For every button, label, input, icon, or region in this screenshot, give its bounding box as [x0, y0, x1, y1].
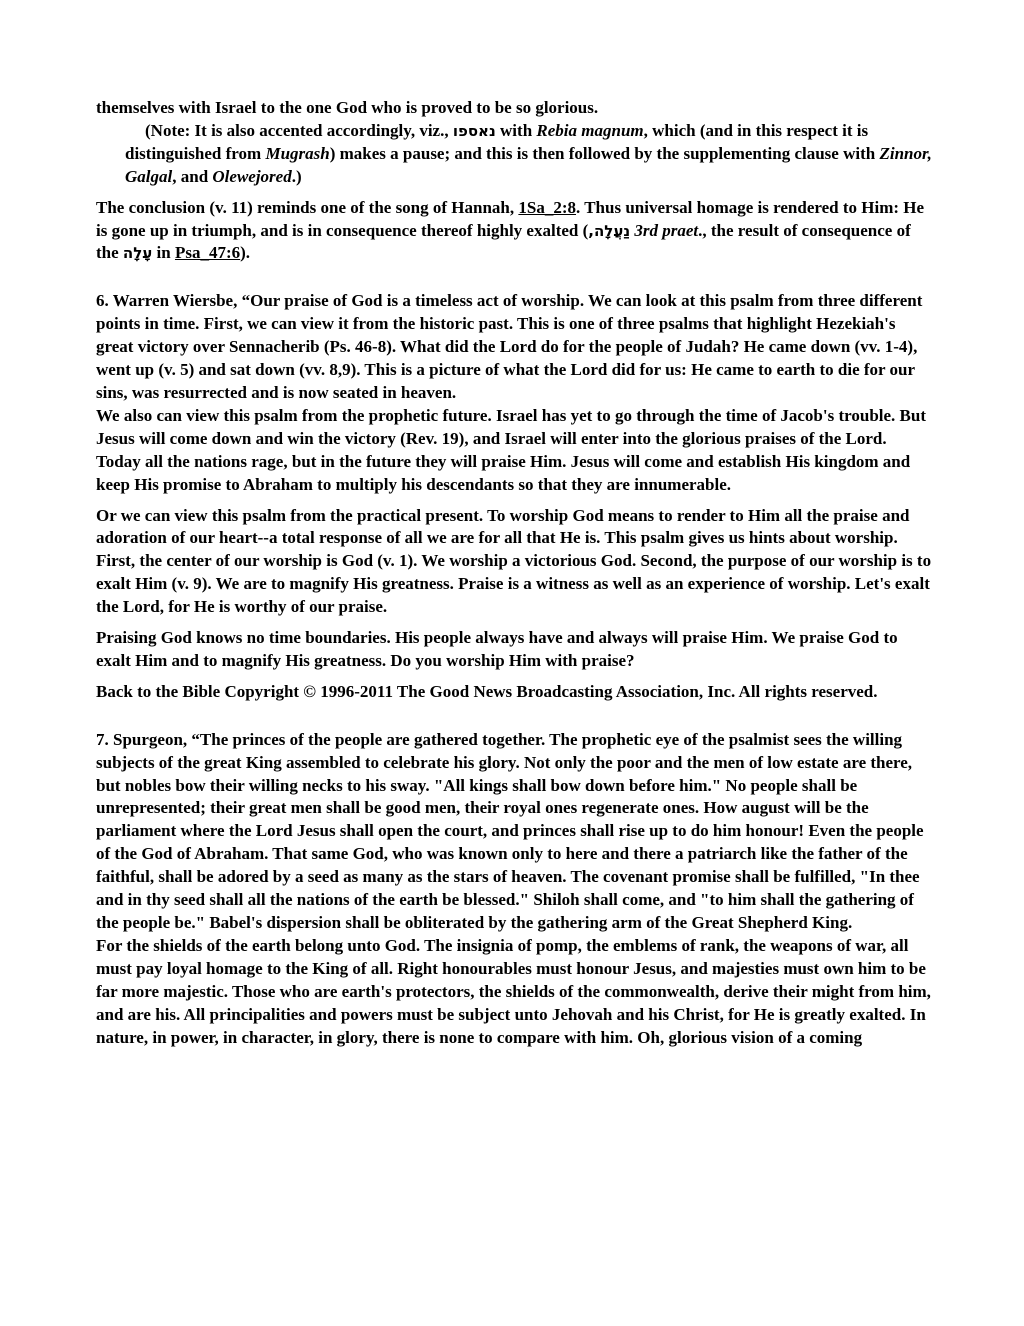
conclusion-text: . Thus universal homage is rendered to Him: He is gone up in triumph, and is in consequence thereof highly exalted (	[96, 197, 925, 240]
conclusion-text: in	[152, 243, 175, 263]
note-text: with	[495, 120, 537, 140]
note-text: , which (and in this respect it is distinguished from	[125, 120, 869, 163]
term-3rd-praet: 3rd praet	[634, 220, 699, 240]
paragraph-continuation: themselves with Israel to the one God who is proved to be so glorious.	[96, 98, 599, 117]
wiersbe-paragraph-4: Praising God knows no time boundaries. His people always have and always will praise Him. We praise God to exalt Him and to magnify His greatness. Do you worship Him with praise?	[96, 628, 898, 670]
note-text: , and	[172, 166, 213, 186]
note-text: ) makes a pause; and this is then followed by the supplementing clause with	[329, 143, 880, 163]
hebrew-word: עָלָה	[122, 244, 153, 263]
document-body	[96, 97, 932, 1049]
note-paragraph	[125, 120, 932, 189]
wiersbe-paragraph-1: 6. Warren Wiersbe, “Our praise of God is a timeless act of worship. We can look at this psalm from three different points in time. First, we can view it from the historic past. This is one of three psalms that highlight Hezekiah's great victory over Sennacherib (Ps. 46-8). What did the Lord do for the people of Judah? He came down (vv. 1-4), went up (v. 5) and sat down (vv. 8,9). This is a picture of what the Lord did for us: He came to earth to die for our sins, was resurrected and is now seated in heaven.	[96, 291, 923, 402]
hebrew-word: נַעֲלָה,	[588, 221, 631, 240]
conclusion-text: The conclusion (v. 11) reminds one of the song of Hannah,	[96, 197, 519, 217]
term-zinnor-galgal: Zinnor, Galgal	[125, 143, 932, 186]
conclusion-paragraph	[96, 197, 932, 266]
wiersbe-paragraph-3: Or we can view this psalm from the practical present. To worship God means to render to Him all the praise and adoration of our heart--a total response of all we are for all that He is. This psalm gives us hints about worship. First, the center of our worship is God (v. 1). We worship a victorious God. Second, the purpose of our worship is to exalt Him (v. 9). We are to magnify His greatness. Praise is a witness as well as an experience of worship. Let's exalt the Lord, for He is worthy of our praise.	[96, 505, 932, 617]
note-text: .)	[291, 166, 302, 186]
scripture-link-psa-47-6[interactable]: Psa_47:6	[174, 243, 241, 263]
hebrew-word: נאספו	[452, 121, 496, 140]
note-text: (Note: It is also accented accordingly, viz.,	[145, 120, 453, 140]
scripture-link-1sa-2-8[interactable]: 1Sa_2:8	[518, 197, 577, 217]
term-mugrash: Mugrash	[265, 143, 330, 163]
conclusion-text: ., the result of consequence of the	[96, 220, 911, 263]
term-olewejored: Olewejored	[212, 166, 292, 186]
spurgeon-paragraph-2: For the shields of the earth belong unto God. The insignia of pomp, the emblems of rank, the weapons of war, all must pay loyal homage to the King of all. Right honourables must honour Jesus, and majesties must own him to be far more majestic. Those who are earth's protectors, the shields of the commonwealth, derive their might from him, and are his. All principalities and powers must be subject unto Jehovah and his Christ, for He is greatly exalted. In nature, in power, in character, in glory, there is none to compare with him. Oh, glorious vision of a coming	[96, 935, 931, 1047]
term-rebia-magnum: Rebia magnum	[536, 120, 644, 140]
wiersbe-paragraph-2: We also can view this psalm from the prophetic future. Israel has yet to go through the time of Jacob's trouble. But Jesus will come down and win the victory (Rev. 19), and Israel will enter into the glorious praises of the Lord. Today all the nations rage, but in the future they will praise Him. Jesus will come and establish His kingdom and keep His promise to Abraham to multiply his descendants so that they are innumerable.	[96, 405, 926, 494]
copyright-notice: Back to the Bible Copyright © 1996-2011 The Good News Broadcasting Association, Inc. All rights reserved.	[96, 681, 878, 701]
conclusion-text: ).	[240, 243, 251, 263]
spurgeon-paragraph-1: 7. Spurgeon, “The princes of the people are gathered together. The prophetic eye of the psalmist sees the willing subjects of the great King assembled to celebrate his glory. Not only the poor and the men of low estate are there, but nobles bow their willing necks to his sway. "All kings shall bow down before him." No people shall be unrepresented; their great men shall be good men, their royal ones regenerate ones. How august will be the parliament where the Lord Jesus shall open the court, and princes shall rise up to do him honour! Even the people of the God of Abraham. That same God, who was known only to here and there a patriarch like the father of the faithful, shall be adored by a seed as many as the stars of heaven. The covenant promise shall be fulfilled, "In thee and in thy seed shall all the nations of the earth be blessed." Shiloh shall come, and "to him shall the gathering of the people be." Babel's dispersion shall be obliterated by the gathering arm of the Great Shepherd King.	[96, 729, 924, 932]
